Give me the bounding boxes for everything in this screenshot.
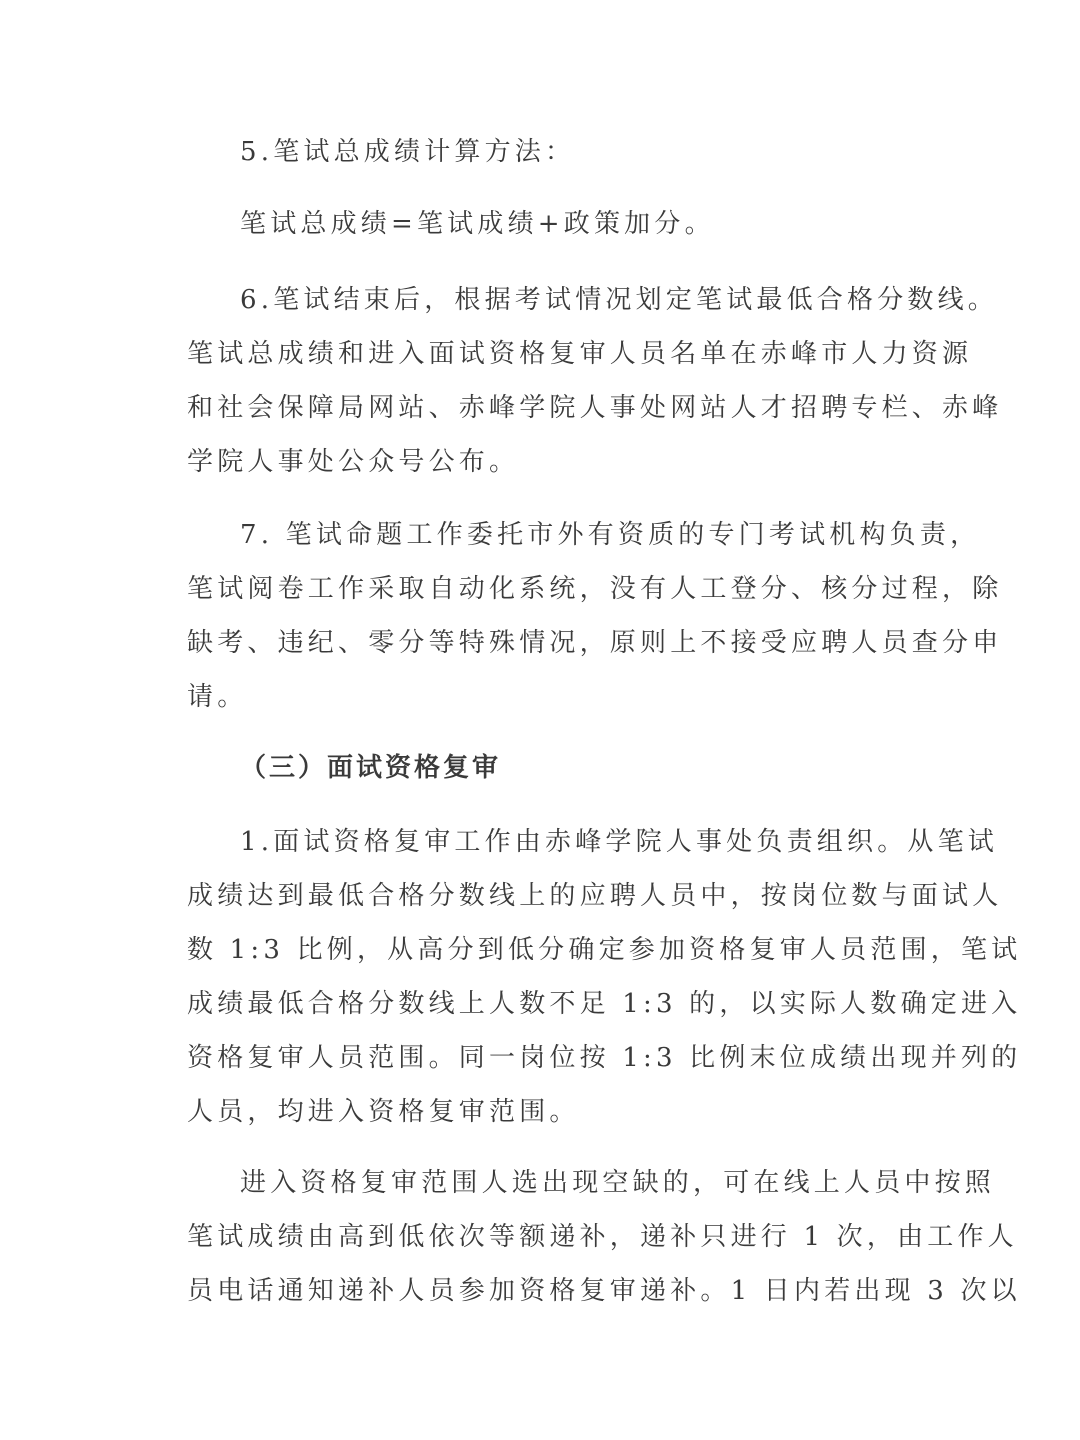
- item-5-heading: 5.笔试总成绩计算方法：: [240, 137, 576, 167]
- formula-line: 笔试总成绩=笔试成绩+政策加分。: [240, 209, 715, 239]
- paragraph-6-line-3: 和社会保障局网站、赤峰学院人事处网站人才招聘专栏、赤峰: [187, 393, 1003, 423]
- paragraph-1-line-3: 数 1:3 比例，从高分到低分确定参加资格复审人员范围，笔试: [187, 935, 1022, 965]
- paragraph-7-line-2: 笔试阅卷工作采取自动化系统，没有人工登分、核分过程，除: [187, 574, 1003, 604]
- paragraph-6-line-4: 学院人事处公众号公布。: [187, 447, 520, 477]
- paragraph-1-line-2: 成绩达到最低合格分数线上的应聘人员中，按岗位数与面试人: [187, 881, 1003, 911]
- paragraph-6-line-2: 笔试总成绩和进入面试资格复审人员名单在赤峰市人力资源: [187, 339, 973, 369]
- paragraph-2-line-1: 进入资格复审范围人选出现空缺的，可在线上人员中按照: [240, 1168, 996, 1198]
- paragraph-1-line-6: 人员，均进入资格复审范围。: [187, 1097, 580, 1127]
- paragraph-1-line-1: 1.面试资格复审工作由赤峰学院人事处负责组织。从笔试: [240, 827, 999, 857]
- paragraph-7-line-4: 请。: [187, 682, 248, 712]
- section-heading: （三）面试资格复审: [240, 753, 502, 783]
- paragraph-7-line-3: 缺考、违纪、零分等特殊情况，原则上不接受应聘人员查分申: [187, 628, 1003, 658]
- paragraph-1-line-5: 资格复审人员范围。同一岗位按 1:3 比例末位成绩出现并列的: [187, 1043, 1022, 1073]
- paragraph-6-line-1: 6.笔试结束后，根据考试情况划定笔试最低合格分数线。: [240, 285, 999, 315]
- paragraph-7-line-1: 7. 笔试命题工作委托市外有资质的专门考试机构负责，: [240, 520, 981, 550]
- paragraph-2-line-2: 笔试成绩由高到低依次等额递补，递补只进行 1 次，由工作人: [187, 1222, 1018, 1252]
- paragraph-2-line-3: 员电话通知递补人员参加资格复审递补。1 日内若出现 3 次以: [187, 1276, 1021, 1306]
- paragraph-1-line-4: 成绩最低合格分数线上人数不足 1:3 的，以实际人数确定进入: [187, 989, 1022, 1019]
